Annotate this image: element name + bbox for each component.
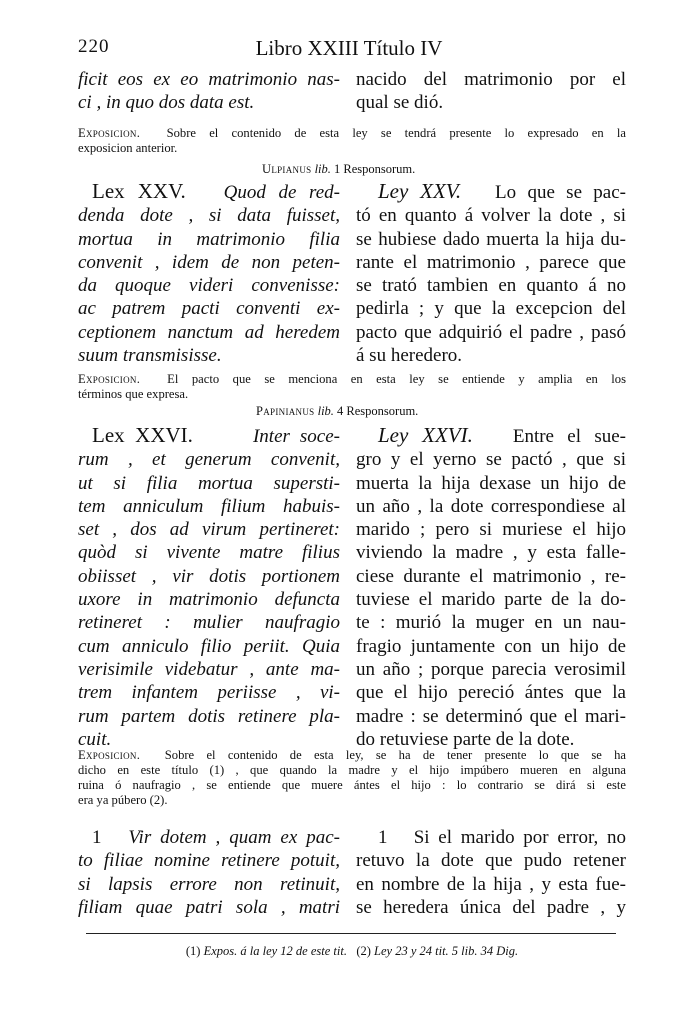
spanish-line: viviendo la madre , y esta falle- xyxy=(356,542,626,564)
spanish-line: muerta la hija dexase un hijo de xyxy=(356,472,626,494)
exposicion-line: ruina ó naufragio , se entiende que muere ántes el hijo : lo contrario se dirá si este xyxy=(78,778,626,792)
exposicion-line: términos que expresa. xyxy=(78,387,189,401)
spanish-line: qual se dió. xyxy=(356,92,444,114)
footnote-2-text: Ley 23 y 24 tit. 5 lib. 34 Dig. xyxy=(374,944,519,958)
latin-line: to filiae nomine retinere potuit, xyxy=(78,850,340,872)
spanish-paragraph-number: 1 xyxy=(378,827,388,848)
exposicion-line xyxy=(78,748,626,763)
spanish-column xyxy=(356,826,626,919)
latin-line: ac patrem pacti conventi ex- xyxy=(78,298,340,320)
spanish-line xyxy=(356,180,626,204)
spanish-column xyxy=(356,68,626,115)
latin-line: ficit eos ex eo matrimonio nas- xyxy=(78,69,340,90)
footnote-rule xyxy=(86,933,616,934)
latin-line: convenit , idem de non peten- xyxy=(78,251,340,273)
spanish-line: un año , la dote correspondiese al xyxy=(356,495,626,517)
spanish-line: retuvo la dote que pudo retener xyxy=(356,850,626,872)
spanish-line: pacto que adquirió el padre , pasó xyxy=(356,321,626,343)
latin-line: ceptionem nanctum ad heredem xyxy=(78,321,340,343)
spanish-law-heading: Ley XXVI. xyxy=(378,423,473,447)
page-header xyxy=(78,36,620,66)
footnote-1-text: Expos. á la ley 12 de este tit. xyxy=(203,944,347,958)
latin-line: filiam quae patri sola , matri xyxy=(78,896,340,918)
spanish-line xyxy=(356,826,626,849)
latin-line: rum , et generum convenit, xyxy=(78,449,340,471)
spanish-line: que el hijo pereció ántes que la xyxy=(356,682,626,704)
latin-line: set , dos ad virum pertineret: xyxy=(78,519,340,541)
spanish-line: te : murió la muger en un nau- xyxy=(356,612,626,634)
exposicion-text: Sobre el contenido de esta ley se tendrá presente lo expresado en la xyxy=(166,126,626,140)
latin-line: ci , in quo dos data est. xyxy=(78,92,255,114)
latin-law-heading: Lex XXVI. xyxy=(92,423,193,447)
latin-line: denda dote , si data fuisset, xyxy=(78,205,340,227)
spanish-line: pedirla ; y que la excepcion del xyxy=(356,298,626,320)
latin-line: obiisset , vir dotis portionem xyxy=(78,565,340,587)
exposicion-line xyxy=(78,372,626,387)
spanish-line: se heredera única del padre , y xyxy=(356,896,626,918)
spanish-line: fragio juntamente con un hijo de xyxy=(356,635,626,657)
spanish-line: gro y el yerno se pactó , que si xyxy=(356,449,626,471)
spanish-text: Lo que se pac- xyxy=(495,182,626,203)
exposicion-label: Exposicion. xyxy=(78,372,141,386)
exposicion-label: Exposicion. xyxy=(78,748,141,762)
spanish-text: Si el marido por error, no xyxy=(413,827,627,848)
latin-line: si lapsis errore non retinuit, xyxy=(78,873,340,895)
latin-line: ut si filia mortua supersti- xyxy=(78,472,340,494)
source-citation-2 xyxy=(256,404,418,419)
latin-line: cum anniculo filio periit. Quia xyxy=(78,635,340,657)
latin-text: Vir dotem , quam ex pac- xyxy=(128,827,341,848)
exposicion-line: dicho en este título (1) , que quando la madre y el hijo impúbero mueren en alguna xyxy=(78,763,626,777)
exposicion-text: El pacto que se menciona en esta ley se entiende y amplia en los xyxy=(167,372,626,386)
latin-line: rum partem dotis retinere pla- xyxy=(78,705,340,727)
spanish-line: ciese durante el matrimonio , re- xyxy=(356,565,626,587)
spanish-law-heading: Ley XXV. xyxy=(378,179,462,203)
source-author: Papinianus xyxy=(256,404,315,418)
latin-line: retineret : mulier naufragio xyxy=(78,612,340,634)
latin-line: mortua in matrimonio filia xyxy=(78,228,340,250)
latin-column xyxy=(78,180,340,367)
source-rest: 4 Responsorum. xyxy=(337,404,419,418)
spanish-line: do retuviese parte de la dote. xyxy=(356,728,575,750)
latin-line xyxy=(78,180,340,204)
spanish-line: se trató tambien en quanto á no xyxy=(356,275,626,297)
latin-line: cuit. xyxy=(78,728,112,750)
latin-line: suum transmisisse. xyxy=(78,345,222,367)
latin-column xyxy=(78,68,340,115)
latin-paragraph-number: 1 xyxy=(92,827,102,848)
latin-line: quòd si vivente matre filius xyxy=(78,542,340,564)
latin-line: da quoque videri convenisse: xyxy=(78,275,340,297)
spanish-line: madre : se determinó que el mari- xyxy=(356,705,626,727)
exposicion-2 xyxy=(78,372,626,402)
latin-line xyxy=(78,424,340,448)
exposicion-3 xyxy=(78,748,626,808)
latin-text: Quod de red- xyxy=(223,182,340,203)
latin-law-heading: Lex XXV. xyxy=(92,179,186,203)
source-citation-1 xyxy=(262,162,415,177)
source-rest: 1 Responsorum. xyxy=(334,162,416,176)
spanish-column xyxy=(356,180,626,367)
spanish-line: tuviese el marido parte de la do- xyxy=(356,589,626,611)
exposicion-line xyxy=(78,126,626,141)
exposicion-1 xyxy=(78,126,626,156)
latin-text: Inter soce- xyxy=(252,426,340,447)
footnote-2-mark: (2) xyxy=(356,944,371,958)
source-lib: lib. xyxy=(317,404,334,418)
spanish-line: rante el matrimonio , parece que xyxy=(356,251,626,273)
latin-line: trem infantem periisse , vi- xyxy=(78,682,340,704)
latin-line: verisimile videbatur , ante ma- xyxy=(78,658,340,680)
latin-column xyxy=(78,424,340,751)
spanish-text: Entre el sue- xyxy=(512,426,627,447)
page-number: 220 xyxy=(78,36,110,57)
spanish-line: tó en quanto á volver la dote , si xyxy=(356,205,626,227)
spanish-line: en nombre de la hija , y esta fue- xyxy=(356,873,626,895)
source-author: Ulpianus xyxy=(262,162,312,176)
footnote-1-mark: (1) xyxy=(185,944,201,958)
exposicion-text: Sobre el contenido de esta ley, se ha de tener presente lo que se ha xyxy=(164,748,627,762)
latin-column xyxy=(78,826,340,919)
spanish-line xyxy=(356,424,626,448)
exposicion-line: exposicion anterior. xyxy=(78,141,178,155)
exposicion-label: Exposicion. xyxy=(78,126,141,140)
source-lib: lib. xyxy=(314,162,331,176)
latin-line xyxy=(78,826,340,849)
running-head: Libro XXIII Título IV xyxy=(255,36,443,60)
exposicion-line: era ya púbero (2). xyxy=(78,793,168,807)
latin-line: uxore in matrimonio defuncta xyxy=(78,589,340,611)
footnotes xyxy=(78,944,626,959)
spanish-line: marido ; pero si muriese el hijo xyxy=(356,519,626,541)
spanish-line: se hubiese dado muerta la hija du- xyxy=(356,228,626,250)
spanish-column xyxy=(356,424,626,751)
spanish-line: á su heredero. xyxy=(356,345,463,367)
spanish-line: un año ; porque parecia verosimil xyxy=(356,658,626,680)
latin-line: tem anniculum filium habuis- xyxy=(78,495,340,517)
spanish-line: nacido del matrimonio por el xyxy=(356,69,626,90)
